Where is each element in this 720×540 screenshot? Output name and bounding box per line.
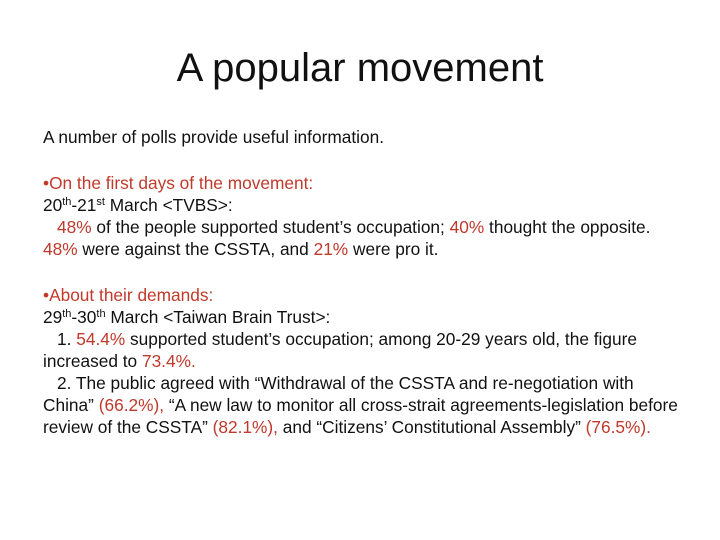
text-run: thought the opposite.	[484, 217, 651, 237]
date-source: March <Taiwan Brain Trust>:	[105, 307, 331, 327]
text-run: The public agreed with “Withdrawal of the CSSTA and re-negotiation with China”	[43, 373, 634, 415]
date-suffix: th	[62, 196, 72, 208]
text-run: were against the CSSTA, and	[77, 239, 314, 259]
percent-value: 40%	[449, 217, 485, 237]
text-run: and “Citizens’ Constitutional Assembly”	[277, 417, 586, 437]
percent-value: 73.4%.	[141, 351, 196, 371]
date-part: 20	[43, 195, 63, 215]
bullet-icon: •	[43, 285, 50, 305]
text-run: supported student’s occupation; among 20-29 years old, the figure increased to	[43, 329, 637, 371]
text-run: “A new law to monitor all cross-strait agreements-legislation before review of the CSSTA”	[43, 395, 678, 437]
intro-text: A number of polls provide useful information.	[43, 127, 385, 147]
date-suffix: th	[62, 308, 72, 320]
slide-body	[43, 126, 683, 438]
section1-heading	[43, 172, 683, 194]
text-run: of the people supported student’s occupation;	[91, 217, 450, 237]
bullet-icon: •	[43, 173, 50, 193]
section2-item-1	[43, 328, 683, 372]
date-part: 29	[43, 307, 63, 327]
section2-date	[43, 306, 683, 328]
text-run: were pro it.	[348, 239, 439, 259]
date-part: -30	[71, 307, 97, 327]
percent-value: (82.1%),	[212, 417, 278, 437]
section1-paragraph	[43, 216, 683, 260]
slide-title: A popular movement	[176, 46, 544, 90]
percent-value: (66.2%),	[98, 395, 165, 415]
section2-item-2	[43, 372, 683, 438]
section1-date	[43, 194, 683, 216]
section2-heading-text: About their demands:	[49, 285, 214, 305]
date-suffix: th	[96, 308, 106, 320]
section1-heading-text: On the first days of the movement:	[49, 173, 314, 193]
section2-heading	[43, 284, 683, 306]
percent-value: (76.5%).	[585, 417, 651, 437]
date-suffix: st	[96, 196, 105, 208]
percent-value: 54.4%	[76, 329, 126, 349]
percent-value: 21%	[313, 239, 349, 259]
percent-value: 48%	[57, 217, 92, 237]
date-part: -21	[71, 195, 97, 215]
date-source: March <TVBS>:	[104, 195, 233, 215]
percent-value: 48%	[43, 239, 78, 259]
item-number: 2.	[57, 373, 76, 393]
item-number: 1.	[57, 329, 77, 349]
